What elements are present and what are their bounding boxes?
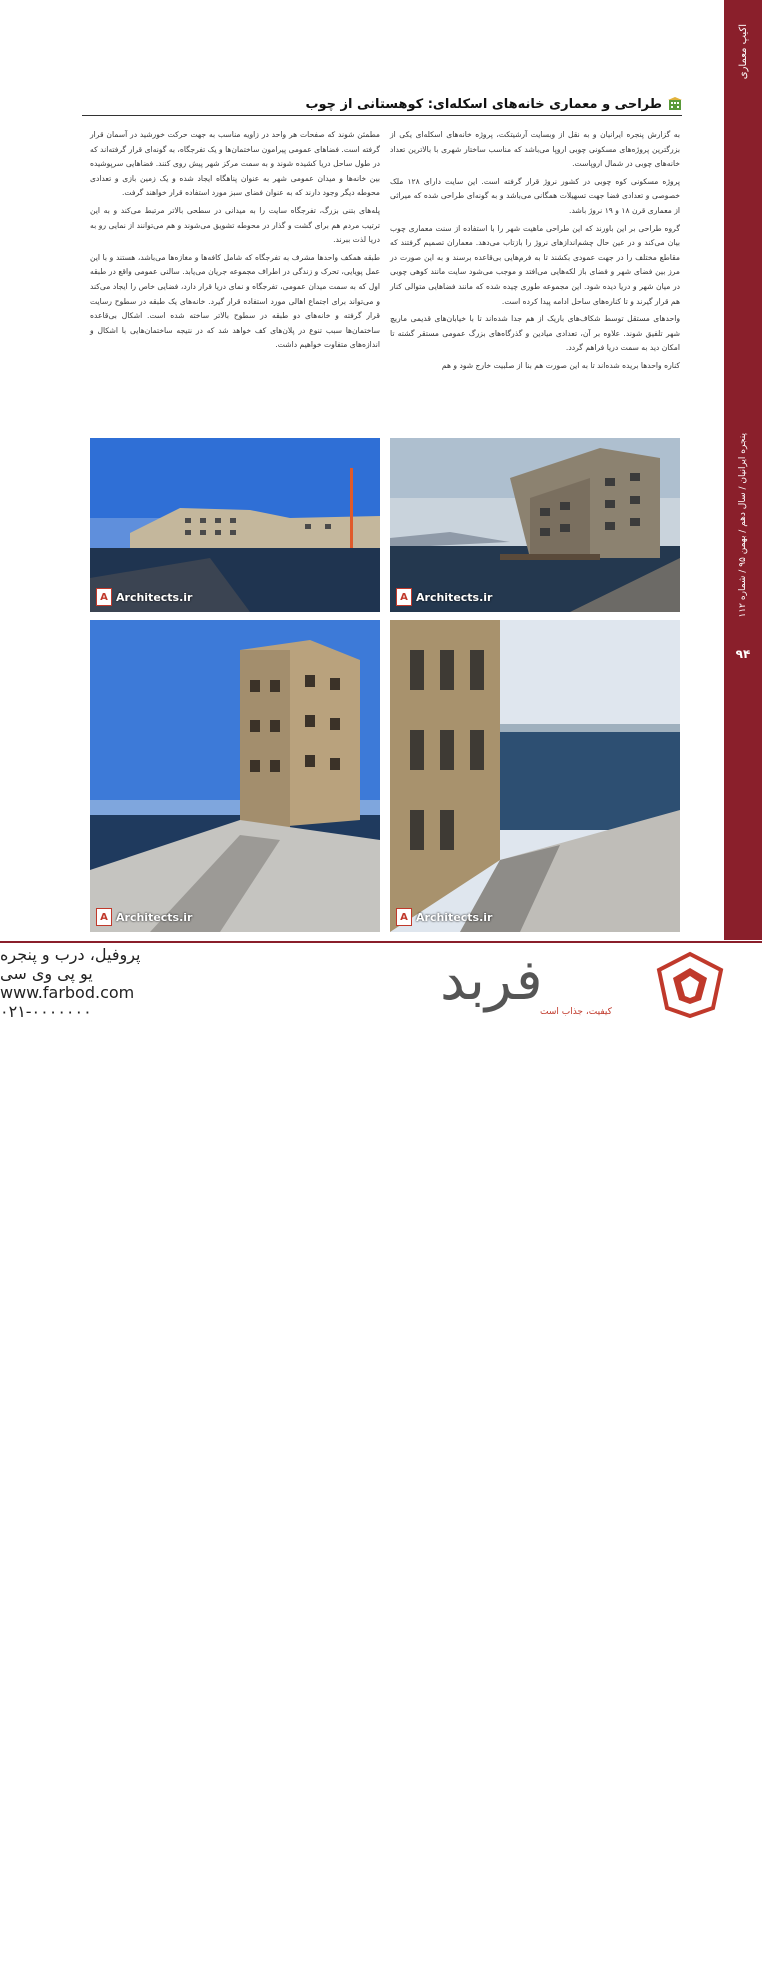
article-column-right <box>390 128 680 377</box>
article-title: طراحی و معماری خانه‌های اسکله‌ای: کوهستانی از چوب <box>305 96 662 112</box>
article-header <box>82 93 682 116</box>
watermark <box>96 588 192 606</box>
brand-shield-icon <box>655 1895 725 1965</box>
paragraph: پله‌های بتنی بزرگ، تفرجگاه سایت را به میدانی در سطحی بالاتر مرتبط می‌کند و به این ترتیب مردم هم برای گشت و گذار در محوطه تشویق می‌شوند و هم می‌توانند از نمایی رو به دریا لذت ببرند. <box>90 205 380 245</box>
paragraph: گروه طراحی بر این باورند که این طراحی ماهیت شهر را با استفاده از سنت معماری چوب بیان می‌کند و در عین حال چشم‌اندازهای نروژ را بازتاب می‌دهد. معماران تصمیم گرفتند که مقاطع مختلف را در جهت عمودی بکشند تا به فرم‌هایی بی‌قاعده برسند و به این صورت در مرز بین فضای شهر و فضای باز لکه‌هایی می‌افتد و موجب می‌شود سایت مانند کوهی چوبی در میان شهر و دریا دیده شود. این مجموعه طوری چیده شده که مانند فضاهایی متوالی کنار هم قرار گیرند و تا کناره‌های ساحل ادامه پیدا کرده است. <box>390 223 680 306</box>
watermark <box>396 908 492 926</box>
watermark-text: Architects.ir <box>116 910 193 924</box>
paragraph: پروژه مسکونی کوه چوبی در کشور نروژ قرار گرفته است. این سایت دارای ۱۲۸ ملک خصوصی و تعدادی فضا جهت تسهیلات همگانی می‌باشد و به گونه‌ای طراحی شده که میراثی از معماری قرن ۱۸ و ۱۹ نروژ باشد. <box>390 176 681 215</box>
issue-info: پنجره ایرانیان / سال دهم / بهمن ۹۵ / شماره ۱۱۲ <box>738 432 748 618</box>
watermark-logo-icon: A <box>96 588 112 606</box>
brand-slogan: کیفیت، جذاب است <box>540 1007 612 1017</box>
watermark-text: Architects.ir <box>416 910 493 924</box>
photo-harbor-panorama <box>90 438 380 612</box>
paragraph: طبقه همکف واحدها مشرف به تفرجگاه که شامل کافه‌ها و مغازه‌ها می‌باشد، هستند و با این عمل پویایی، تحرک و زندگی در اطراف مجموعه جریان می‌یابد. سالنی عمومی واقع در طبقه اول که به سمت میدان عمومی، تفرجگاه و نمای دریا قرار دارد، فضایی خاص را ایجاد می‌کند و می‌تواند برای اجتماع اهالی مورد استفاده قرار گیرد. خانه‌های یک طبقه در سطوح رسایت قرار گرفته و خانه‌های دو طبقه در سطوح بالاتر ساخته شده است. اشکال بی‌قاعده ساختمان‌ها سبب تنوع در پلان‌های کف خواهد شد که در نتیجه ساختمان‌هایی با اشکال و اندازه‌های متفاوت خواهیم داشت. <box>90 252 380 350</box>
photo-corner-building <box>90 620 380 932</box>
watermark <box>396 588 492 606</box>
contact-line: یو پی وی سی <box>0 964 93 983</box>
contact-line: ۰۲۱-۰۰۰۰۰۰۰ <box>0 1002 92 1021</box>
watermark-logo-icon: A <box>396 908 412 926</box>
watermark-text: Architects.ir <box>116 590 193 604</box>
contact-line: پروفیل، درب و پنجره <box>0 945 141 964</box>
article-column-left <box>90 128 380 356</box>
paragraph: به گزارش پنجره ایرانیان و به نقل از وبسایت آرشیتکت، پروژه خانه‌های اسکله‌ای یکی از بزرگترین پروژه‌های مسکونی چوبی اروپا می‌باشد که مناسب ساختار شهری با بالاترین تعداد خانه‌های چوبی در شمال اروپاست. <box>390 130 680 169</box>
watermark <box>96 908 192 926</box>
photo-waterfront-building <box>390 438 680 612</box>
paragraph: مطمئن شوند که صفحات هر واحد در زاویه مناسب به جهت حرکت خورشید در آسمان قرار گرفته است. فضاهای عمومی پیرامون ساختمان‌ها و یک تفرجگاه، به گونه‌ای قرار گرفته‌اند که در طول ساحل دریا کشیده شوند و به سمت مرکز شهر پیش روی کنند. فضاهایی سرپوشیده بین خانه‌ها و میدان عمومی شهر به عنوان پناهگاه ایجاد شده و یک زمین بازی و تعدادی محوطه دیگر وجود دارند که به عنوان فضای سبز مورد استفاده قرار خواهند گرفت. <box>90 130 380 198</box>
watermark-text: Architects.ir <box>416 590 493 604</box>
paragraph: واحدهای مستقل توسط شکاف‌های باریک از هم جدا شده‌اند تا با خیابان‌های قدیمی ماریچ شهر تلفیق شوند. علاوه بر آن، تعدادی میادین و گذرگاه‌های بزرگ عمومی مستقر گشته تا امکان دید به سمت دریا فراهم گردد. <box>390 314 680 353</box>
brand-contact <box>0 945 762 1045</box>
watermark-logo-icon: A <box>96 908 112 926</box>
watermark-logo-icon: A <box>396 588 412 606</box>
photo-promenade-facade <box>390 620 680 932</box>
contact-line: www.farbod.com <box>0 983 135 1002</box>
footer-divider <box>0 941 762 943</box>
sidebar <box>724 0 762 940</box>
page-number: ۹۴ <box>735 647 751 661</box>
section-label: اکیپ معماری <box>737 24 749 80</box>
brand-name: فربد <box>440 948 543 1013</box>
paragraph: کناره واحدها بریده شده‌اند تا به این صورت هم بنا از صلبیت خارج شود و هم <box>441 360 680 370</box>
building-icon <box>668 97 682 111</box>
